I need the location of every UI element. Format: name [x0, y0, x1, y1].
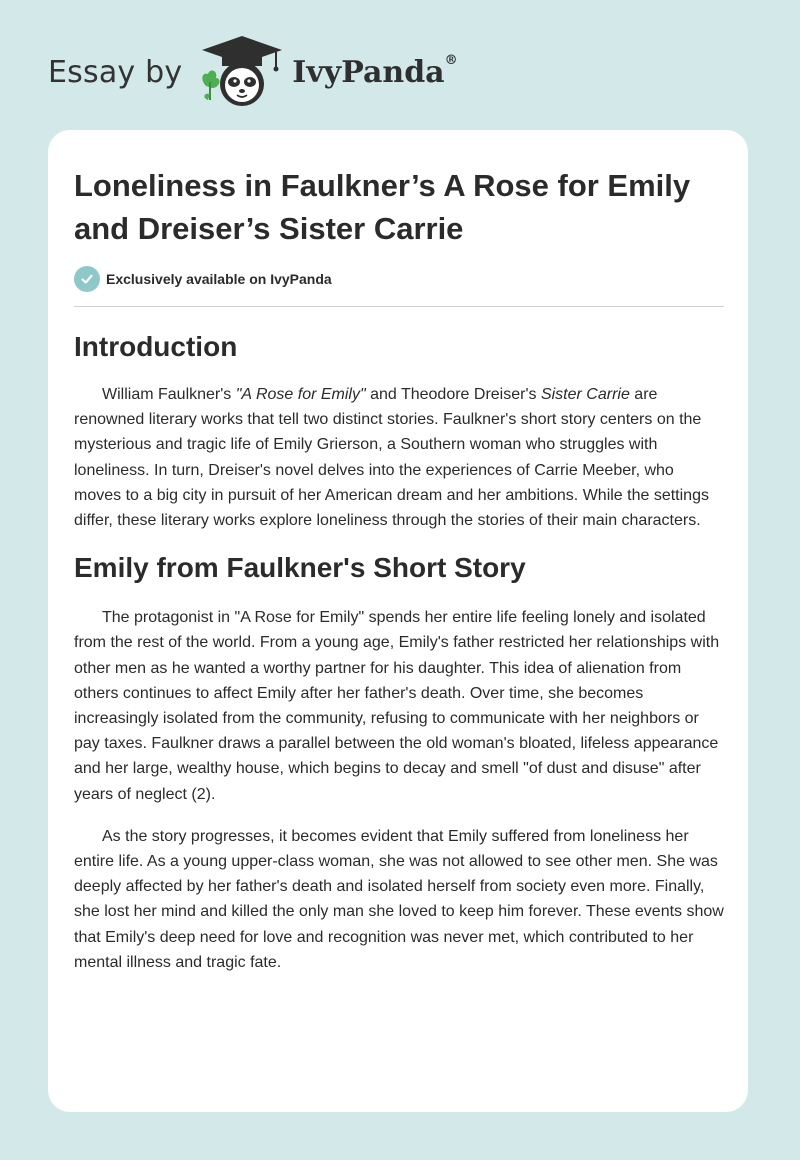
check-circle-icon [74, 266, 100, 292]
ivy-leaf-icon [203, 71, 220, 100]
intro-paragraph [74, 382, 724, 533]
essay-by-label: Essay by [48, 54, 183, 90]
essay-title: Loneliness in Faulkner’s A Rose for Emily and Dreiser’s Sister Carrie [74, 168, 691, 246]
section-heading-introduction: Introduction [74, 331, 238, 362]
essay-card [48, 130, 748, 1112]
brand-label: IvyPanda [292, 54, 445, 90]
panda-logo-icon[interactable] [196, 34, 288, 110]
title-divider [74, 306, 724, 307]
badge-label: Exclusively available on IvyPanda [106, 271, 332, 287]
section-heading-emily: Emily from Faulkner's Short Story [74, 552, 526, 584]
exclusive-badge [74, 264, 724, 294]
essay-content [74, 164, 724, 975]
body-paragraph: As the story progresses, it becomes evident that Emily suffered from loneliness her entire life. As a young upper-class woman, she was not allowed to see other men. She was deeply affected by her father's death and isolated herself from society even more. Finally, she lost her mind and killed the only man she loved to keep him forever. These events show that Emily's deep need for love and recognition was never met, which contributed to her mental illness and tragic fate. [74, 827, 724, 971]
intro-text-mid: and Theodore Dreiser's [365, 386, 541, 403]
story-title-rose: "A Rose for Emily" [235, 386, 366, 403]
body-paragraph: The protagonist in "A Rose for Emily" spends her entire life feeling lonely and isolated from the rest of the world. From a young age, Emily's father restricted her relationships with other men as he wanted a worthy partner for his daughter. This idea of alienation from others continues to affect Emily after her father's death. Over time, she becomes increasingly isolated from the community, refusing to communicate with her neighbors or pay taxes. Faulkner draws a parallel between the old woman's bloated, lifeless appearance and her large, wealthy house, which begins to decay and smell "of dust and disuse" after years of neglect (2). [74, 609, 720, 803]
intro-text-start: William Faulkner's [102, 386, 236, 403]
intro-text-end: are renowned literary works that tell two distinct stories. Faulkner's short story centers on the mysterious and tragic life of Emily Grierson, a Southern woman who struggles with loneliness. In turn, Dreiser's novel delves into the experiences of Carrie Meeber, who moves to a big city in pursuit of her American dream and her ambitions. While the settings differ, these literary works explore loneliness through the stories of their main characters. [74, 386, 709, 530]
site-header [48, 34, 458, 110]
novel-title-carrie: Sister Carrie [540, 386, 630, 403]
brand-name[interactable] [292, 52, 458, 90]
registered-mark: ® [444, 52, 458, 68]
